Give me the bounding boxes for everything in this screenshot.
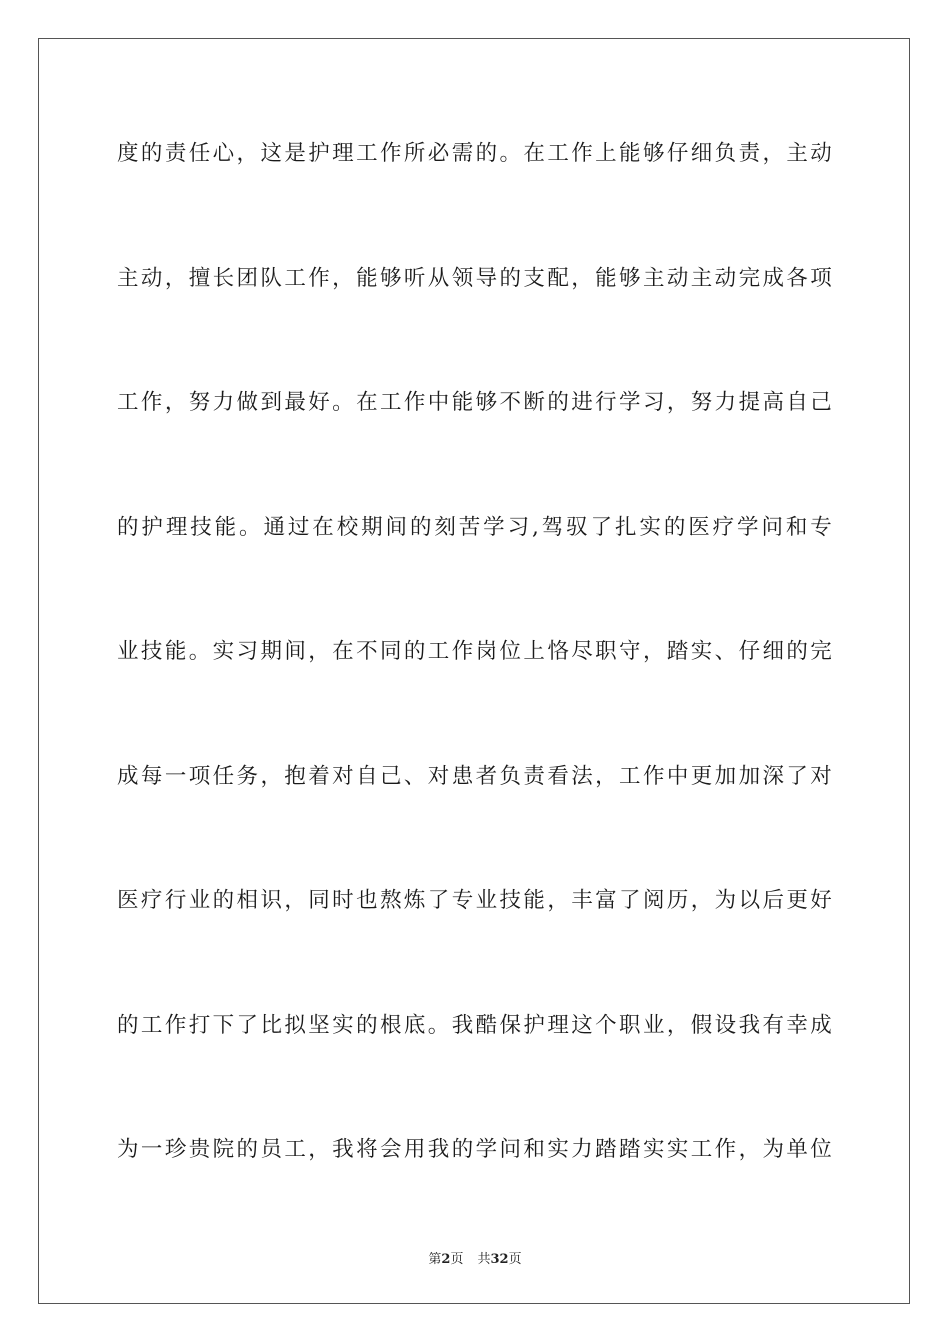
page-prefix: 第 xyxy=(428,1252,442,1267)
total-suffix: 页 xyxy=(508,1252,522,1267)
text-line: 的护理技能。通过在校期间的刻苦学习,驾驭了扎实的医疗学问和专 xyxy=(117,514,833,540)
text-line: 的工作打下了比拟坚实的根底。我酷保护理这个职业，假设我有幸成 xyxy=(117,1012,833,1038)
page-footer xyxy=(0,1248,950,1267)
text-line: 医疗行业的相识，同时也熬炼了专业技能，丰富了阅历，为以后更好 xyxy=(117,888,833,913)
text-line: 为一珍贵院的员工，我将会用我的学问和实力踏踏实实工作，为单位 xyxy=(117,1137,833,1162)
text-line: 主动，擅长团队工作，能够听从领导的支配，能够主动主动完成各项 xyxy=(117,265,833,291)
total-pages: 32 xyxy=(490,1252,509,1267)
page-suffix: 页 xyxy=(450,1252,464,1267)
total-prefix: 共 xyxy=(477,1252,491,1267)
text-line: 成每一项任务，抱着对自己、对患者负责看法，工作中更加加深了对 xyxy=(117,763,833,789)
text-line: 工作，努力做到最好。在工作中能够不断的进行学习，努力提高自己 xyxy=(117,390,833,415)
page-number: 2 xyxy=(441,1252,451,1267)
body-text xyxy=(117,124,833,1245)
text-line: 度的责任心，这是护理工作所必需的。在工作上能够仔细负责，主动 xyxy=(117,141,833,166)
text-line: 业技能。实习期间，在不同的工作岗位上恪尽职守，踏实、仔细的完 xyxy=(117,639,833,664)
